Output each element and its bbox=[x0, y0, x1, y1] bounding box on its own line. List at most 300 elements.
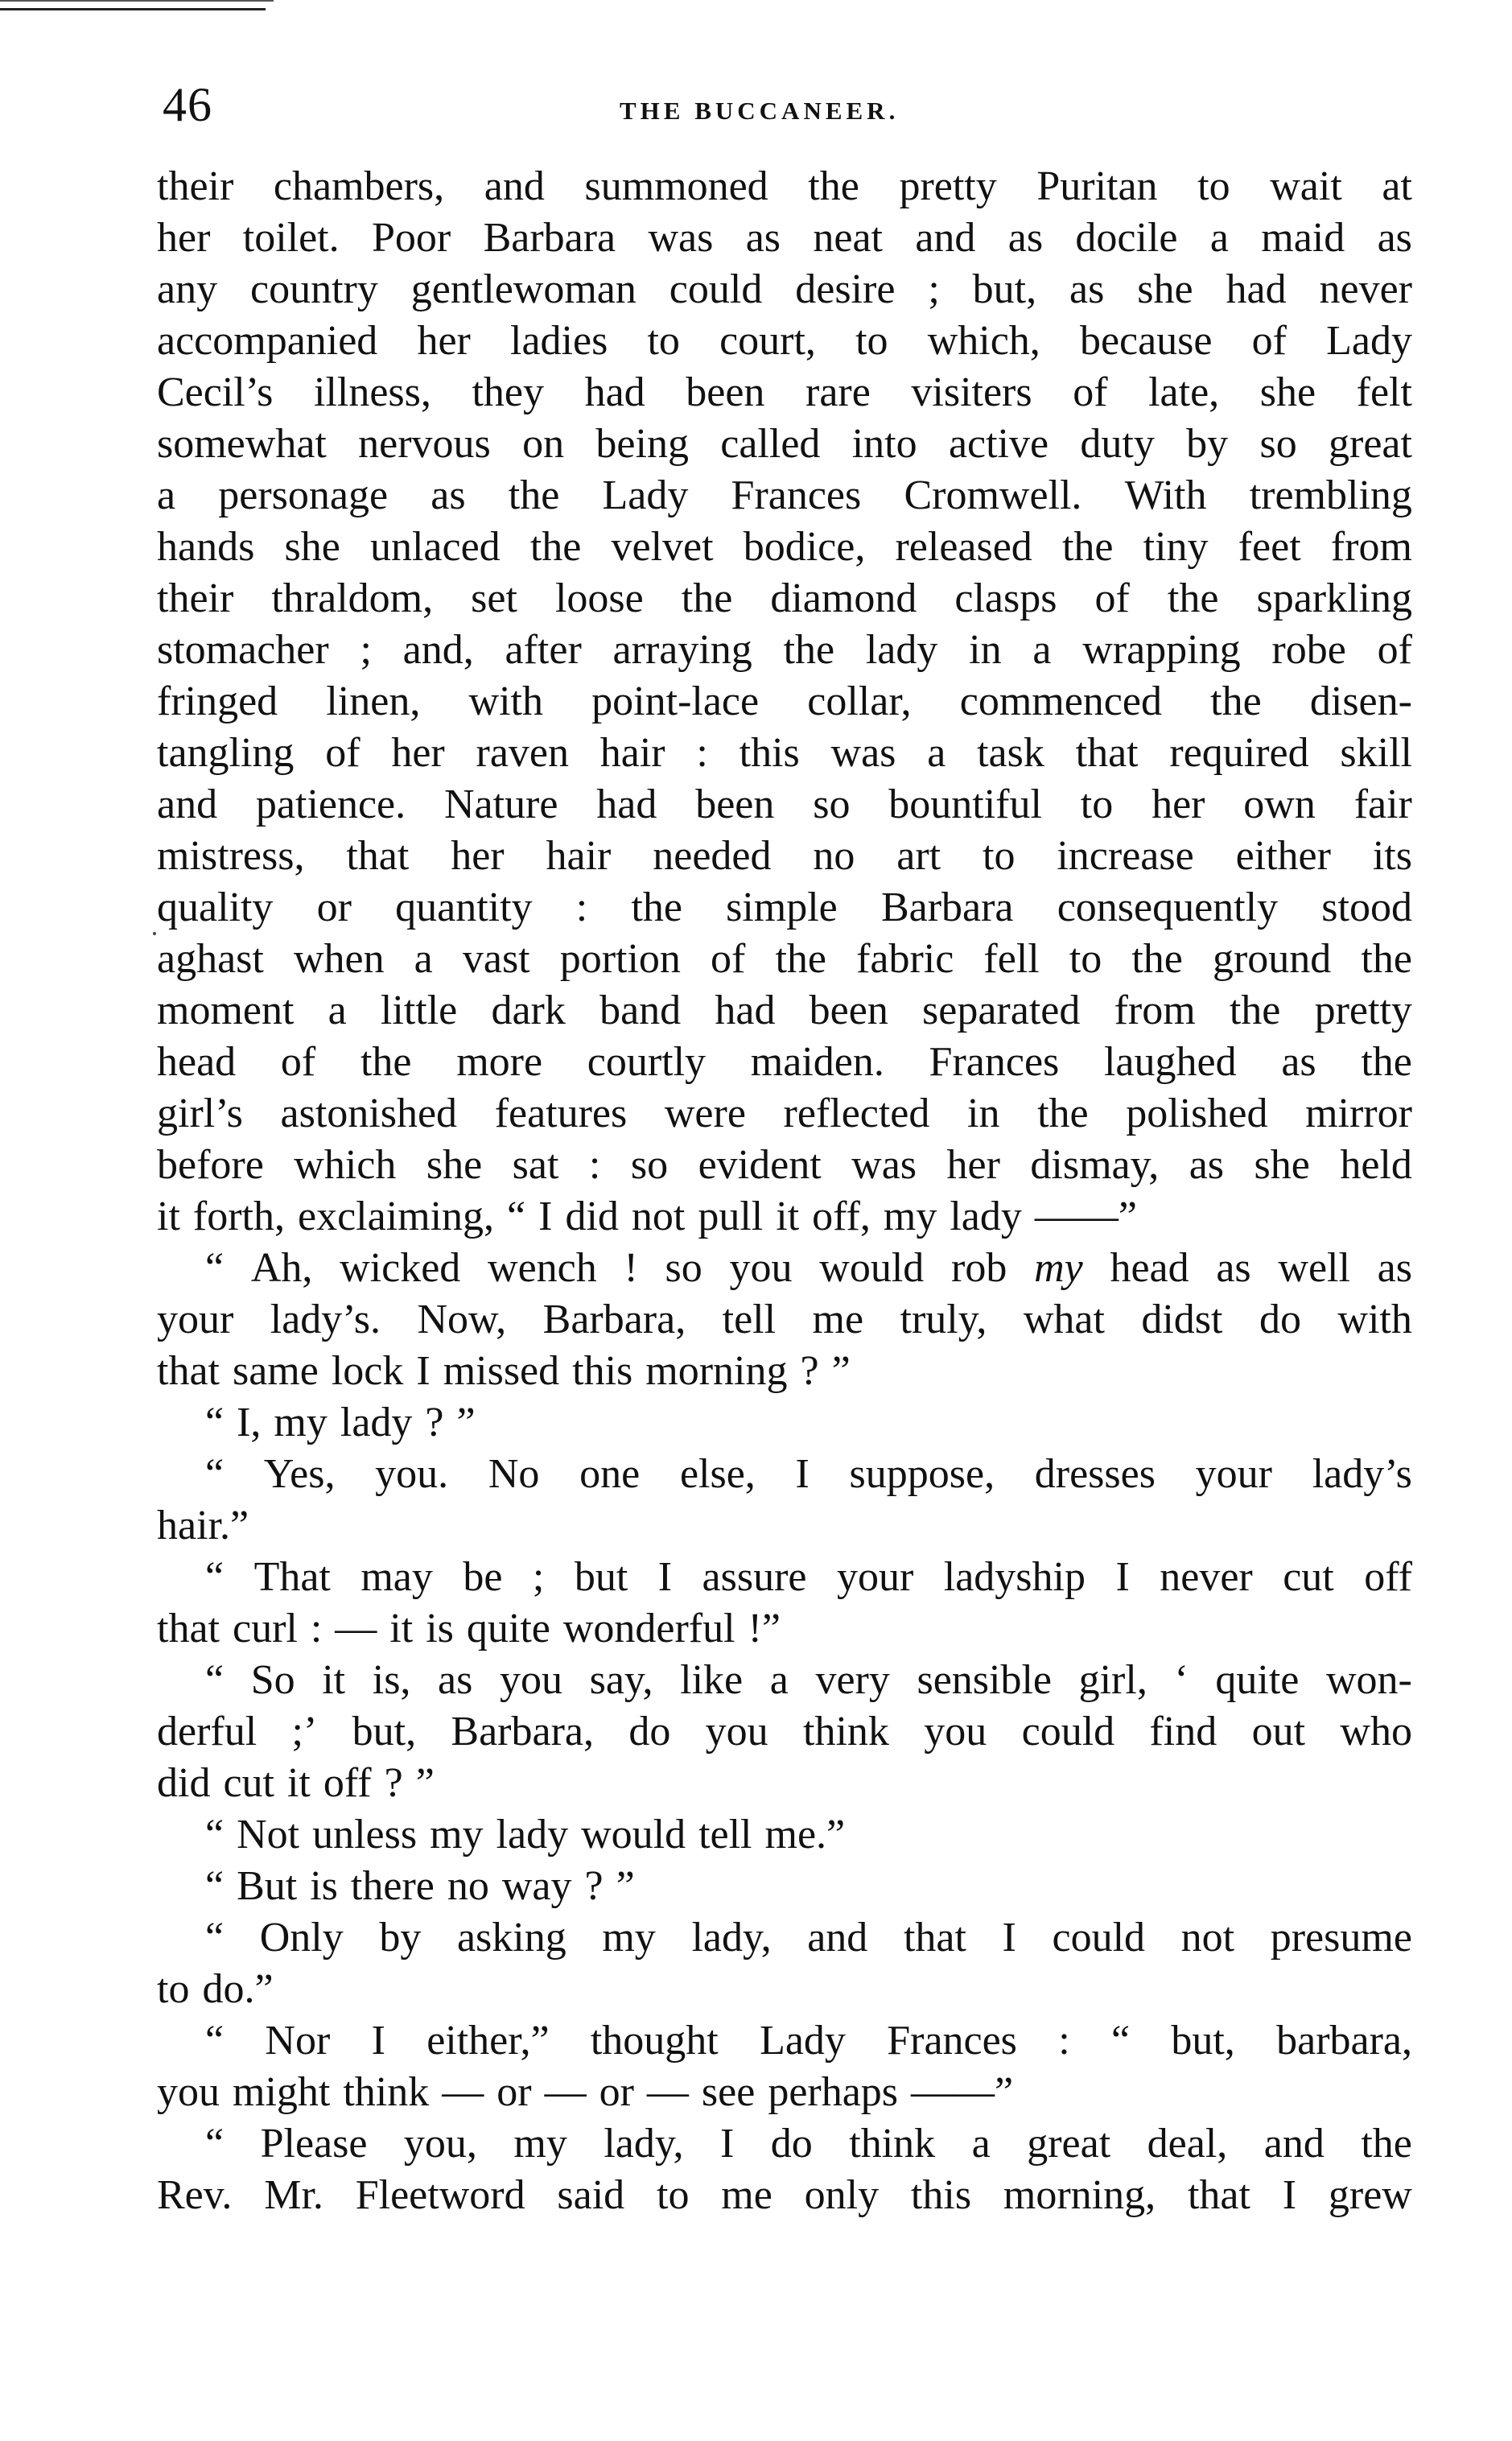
word: so bbox=[630, 1142, 669, 1188]
word: of bbox=[1073, 369, 1108, 415]
word: Frances bbox=[887, 2018, 1017, 2064]
word: I bbox=[657, 1554, 673, 1600]
word: evident bbox=[698, 1142, 822, 1188]
word: of bbox=[325, 730, 360, 776]
word: Lady bbox=[760, 2018, 846, 2064]
word: from bbox=[1114, 988, 1196, 1033]
word: linen, bbox=[326, 678, 421, 724]
word: to bbox=[1080, 781, 1114, 827]
word: a bbox=[769, 1657, 789, 1703]
word: hands bbox=[157, 524, 255, 570]
text-line bbox=[157, 470, 1412, 522]
word: but, bbox=[352, 1709, 417, 1754]
word: unless bbox=[312, 1812, 418, 1858]
word: tell bbox=[698, 1812, 752, 1858]
word: grew bbox=[1328, 2172, 1412, 2218]
word: is bbox=[310, 1863, 338, 1909]
text-line bbox=[157, 1449, 1412, 1500]
word: did bbox=[157, 1760, 211, 1806]
text-line bbox=[157, 625, 1412, 676]
word: that bbox=[1187, 2172, 1250, 2218]
word: robe bbox=[1271, 627, 1346, 673]
word: you bbox=[705, 1709, 768, 1754]
word: sensible bbox=[917, 1657, 1052, 1703]
word: mirror bbox=[1305, 1091, 1412, 1136]
word: either bbox=[1235, 833, 1331, 879]
word: to bbox=[1197, 163, 1230, 209]
word: hair.” bbox=[157, 1503, 249, 1548]
word: morning, bbox=[1003, 2172, 1156, 2218]
word: wonderful bbox=[562, 1606, 735, 1651]
word: : bbox=[588, 1142, 601, 1188]
word: like bbox=[680, 1657, 744, 1703]
word: and bbox=[157, 781, 218, 827]
word: and bbox=[1263, 2121, 1325, 2167]
text-line bbox=[157, 779, 1412, 831]
word: stomacher bbox=[157, 627, 329, 673]
word: the bbox=[1131, 936, 1183, 982]
word: the bbox=[1361, 1039, 1412, 1085]
word: reflected bbox=[783, 1091, 930, 1136]
word: her bbox=[157, 215, 211, 261]
word: been bbox=[686, 369, 765, 415]
word: no bbox=[447, 1863, 489, 1909]
word: ” bbox=[831, 1348, 851, 1394]
word: separated bbox=[922, 988, 1081, 1033]
word: commenced bbox=[959, 678, 1162, 724]
word: astonished bbox=[280, 1091, 458, 1136]
word: but, bbox=[972, 266, 1037, 312]
word: off bbox=[1364, 1554, 1412, 1600]
word: as bbox=[1007, 215, 1044, 261]
word: a bbox=[971, 2121, 991, 2167]
word: — bbox=[544, 2069, 587, 2115]
word: the bbox=[681, 575, 733, 621]
word: No bbox=[488, 1451, 540, 1497]
word: in bbox=[967, 1091, 1000, 1136]
word: hair bbox=[599, 730, 665, 776]
word: polished bbox=[1126, 1091, 1268, 1136]
word: head bbox=[1110, 1245, 1189, 1291]
text-line bbox=[157, 161, 1412, 212]
word: laughed bbox=[1103, 1039, 1237, 1085]
word: point-lace bbox=[591, 678, 760, 724]
word: as bbox=[745, 215, 781, 261]
word: raven bbox=[476, 730, 569, 776]
word: With bbox=[1124, 472, 1207, 518]
word: not bbox=[631, 1194, 686, 1239]
word: dismay, bbox=[1030, 1142, 1160, 1188]
word: as bbox=[1069, 266, 1105, 312]
word: gentlewoman bbox=[410, 266, 637, 312]
word: great bbox=[1329, 421, 1412, 467]
word: stood bbox=[1321, 884, 1412, 930]
word: tiny bbox=[1143, 524, 1209, 570]
word: chambers, bbox=[273, 163, 445, 209]
word: loose bbox=[554, 575, 644, 621]
word: late, bbox=[1148, 369, 1220, 415]
word: been bbox=[695, 781, 775, 827]
word: that bbox=[157, 1348, 220, 1394]
word: ;’ bbox=[291, 1709, 318, 1754]
word: never bbox=[1319, 266, 1412, 312]
word: may bbox=[360, 1554, 433, 1600]
text-line bbox=[157, 264, 1412, 315]
word: had bbox=[1226, 266, 1287, 312]
word: ? bbox=[584, 1863, 604, 1909]
word: it bbox=[776, 1194, 800, 1239]
word: Cromwell. bbox=[904, 472, 1082, 518]
text-line bbox=[157, 1140, 1412, 1191]
word: had bbox=[584, 369, 645, 415]
word: missed bbox=[443, 1348, 560, 1394]
word: before bbox=[157, 1142, 264, 1188]
word: her bbox=[391, 730, 445, 776]
word: pull bbox=[698, 1194, 764, 1239]
word: the bbox=[1361, 936, 1412, 982]
word: because bbox=[1079, 318, 1213, 364]
word: me bbox=[812, 1297, 864, 1342]
word: disen- bbox=[1309, 678, 1412, 724]
word: consequently bbox=[1057, 884, 1279, 930]
word: me.” bbox=[764, 1812, 846, 1858]
word: to bbox=[157, 1966, 190, 2012]
word: she bbox=[1254, 1142, 1310, 1188]
word: any bbox=[157, 266, 218, 312]
word: that bbox=[157, 1606, 220, 1651]
word: by bbox=[1186, 421, 1229, 467]
word: I bbox=[416, 1348, 431, 1394]
word: had bbox=[715, 988, 776, 1033]
word: derful bbox=[157, 1709, 257, 1754]
word: pretty bbox=[1314, 988, 1412, 1033]
page-header bbox=[0, 72, 1512, 145]
text-line bbox=[157, 1706, 1412, 1758]
word: pretty bbox=[899, 163, 997, 209]
word: to bbox=[855, 318, 888, 364]
word: she bbox=[1259, 369, 1316, 415]
word: toilet. bbox=[242, 215, 340, 261]
text-line bbox=[157, 1243, 1412, 1294]
word: asking bbox=[456, 1915, 566, 1961]
word: the bbox=[360, 1039, 412, 1085]
word: thought bbox=[590, 2018, 719, 2064]
word: my bbox=[513, 2121, 567, 2167]
word: of bbox=[280, 1039, 316, 1085]
word: quality bbox=[157, 884, 274, 930]
word: Cecil’s bbox=[157, 369, 274, 415]
word: did bbox=[565, 1194, 619, 1239]
word: “ bbox=[205, 1245, 225, 1291]
text-line bbox=[157, 1037, 1412, 1088]
word: say, bbox=[589, 1657, 653, 1703]
text-line bbox=[157, 1088, 1412, 1140]
word: what bbox=[1023, 1297, 1105, 1342]
word: diamond bbox=[770, 575, 917, 621]
word: well bbox=[1278, 1245, 1350, 1291]
word: “ bbox=[205, 1863, 225, 1909]
text-line bbox=[157, 1912, 1412, 1964]
text-line bbox=[157, 728, 1412, 779]
word: I bbox=[538, 1194, 553, 1239]
top-rule-thin bbox=[0, 0, 274, 2]
word: your bbox=[1195, 1451, 1272, 1497]
word: maiden. bbox=[750, 1039, 884, 1085]
word: lady’s bbox=[1312, 1451, 1412, 1497]
word: cut bbox=[1283, 1554, 1334, 1600]
word: tangling bbox=[157, 730, 295, 776]
word: bountiful bbox=[888, 781, 1042, 827]
word: head bbox=[157, 1039, 237, 1085]
word: country bbox=[250, 266, 378, 312]
word: the bbox=[1229, 988, 1281, 1033]
word: increase bbox=[1057, 833, 1194, 879]
word: so bbox=[1259, 421, 1297, 467]
word: or bbox=[316, 884, 352, 930]
word: as bbox=[1281, 1039, 1316, 1085]
word: me bbox=[721, 2172, 772, 2218]
word: a bbox=[157, 472, 176, 518]
word: lock bbox=[331, 1348, 404, 1394]
word: court, bbox=[719, 318, 816, 364]
word: which, bbox=[927, 318, 1040, 364]
word: Barbara, bbox=[542, 1297, 686, 1342]
word: never bbox=[1160, 1554, 1253, 1600]
word: accompanied bbox=[157, 318, 378, 364]
word: so bbox=[813, 781, 851, 827]
word: by bbox=[379, 1915, 422, 1961]
word: lady bbox=[865, 627, 938, 673]
text-line bbox=[157, 1500, 1412, 1552]
word: the bbox=[529, 524, 582, 570]
word: the bbox=[508, 472, 560, 518]
word: “ bbox=[205, 1451, 225, 1497]
word: the bbox=[783, 627, 835, 673]
word: her bbox=[946, 1142, 1000, 1188]
text-line bbox=[157, 1655, 1412, 1706]
word: So bbox=[250, 1657, 295, 1703]
word: after bbox=[505, 627, 582, 673]
word: “ bbox=[205, 1400, 225, 1445]
word: didst bbox=[1141, 1297, 1223, 1342]
word: ladyship bbox=[943, 1554, 1086, 1600]
word: Lady bbox=[602, 472, 689, 518]
word: not bbox=[1180, 1915, 1235, 1961]
word: docile bbox=[1075, 215, 1178, 261]
word: else, bbox=[679, 1451, 756, 1497]
word: being bbox=[595, 421, 689, 467]
word: “ bbox=[205, 1657, 225, 1703]
word: was bbox=[830, 730, 896, 776]
word: presume bbox=[1270, 1915, 1412, 1961]
word: as bbox=[1377, 215, 1412, 261]
word: Please bbox=[260, 2121, 368, 2167]
word: it bbox=[389, 1606, 414, 1651]
text-line bbox=[157, 1294, 1412, 1346]
text-line bbox=[157, 2067, 1412, 2118]
word: perhaps bbox=[768, 2069, 899, 2115]
word: do.” bbox=[202, 1966, 274, 2012]
word: my bbox=[430, 1812, 484, 1858]
word: the bbox=[1361, 2121, 1412, 2167]
word: she bbox=[426, 1142, 483, 1188]
word: off, bbox=[812, 1194, 871, 1239]
word: personage bbox=[218, 472, 389, 518]
word: ; bbox=[532, 1554, 545, 1600]
word: wench bbox=[488, 1245, 597, 1291]
word: was bbox=[648, 215, 714, 261]
word: do bbox=[770, 2121, 813, 2167]
word: unlaced bbox=[369, 524, 501, 570]
word: lady bbox=[496, 1812, 569, 1858]
word: lady, bbox=[604, 2121, 684, 2167]
word: and bbox=[915, 215, 976, 261]
word: “ bbox=[1110, 2018, 1131, 2064]
word: ; bbox=[360, 627, 372, 673]
word: That bbox=[253, 1554, 331, 1600]
word: “ bbox=[205, 2121, 225, 2167]
word: to bbox=[983, 833, 1016, 879]
word: with bbox=[468, 678, 543, 724]
word: Fleetword bbox=[355, 2172, 525, 2218]
word: when bbox=[293, 936, 385, 982]
word: I bbox=[1115, 1554, 1130, 1600]
word: I bbox=[371, 2018, 385, 2064]
text-line bbox=[157, 934, 1412, 985]
word: ” bbox=[616, 1863, 635, 1909]
word: Yes, bbox=[263, 1451, 336, 1497]
word: was bbox=[851, 1142, 917, 1188]
word: said bbox=[557, 2172, 625, 2218]
word: moment bbox=[157, 988, 295, 1033]
word: could bbox=[1021, 1709, 1115, 1754]
word: But bbox=[237, 1863, 298, 1909]
word: ; bbox=[928, 266, 940, 312]
word: vast bbox=[462, 936, 530, 982]
word: courtly bbox=[587, 1039, 707, 1085]
word: fringed bbox=[157, 678, 278, 724]
word: neat bbox=[813, 215, 883, 261]
word: rob bbox=[951, 1245, 1007, 1291]
word: their bbox=[157, 575, 234, 621]
text-line bbox=[157, 315, 1412, 367]
word: see bbox=[701, 2069, 756, 2115]
word: — bbox=[646, 2069, 689, 2115]
word: velvet bbox=[611, 524, 714, 570]
text-line bbox=[157, 2170, 1412, 2221]
word: wait bbox=[1270, 163, 1342, 209]
word: my bbox=[602, 1915, 656, 1961]
word: feet bbox=[1238, 524, 1301, 570]
word: think bbox=[803, 1709, 889, 1754]
word: wrapping bbox=[1082, 627, 1241, 673]
word: “ bbox=[205, 1812, 225, 1858]
word: a bbox=[1032, 627, 1052, 673]
word: great bbox=[1027, 2121, 1111, 2167]
word: rare bbox=[805, 369, 871, 415]
word: with bbox=[1337, 1297, 1412, 1342]
word: Rev. bbox=[157, 2172, 233, 2218]
top-rule bbox=[0, 8, 266, 10]
word: I bbox=[1282, 2172, 1297, 2218]
word: !” bbox=[748, 1606, 781, 1651]
word: a bbox=[1209, 215, 1229, 261]
word: — bbox=[442, 2069, 484, 2115]
word: assure bbox=[702, 1554, 807, 1600]
word: cut bbox=[223, 1760, 274, 1806]
word: quite bbox=[466, 1606, 550, 1651]
word: off bbox=[323, 1760, 372, 1806]
word: Only bbox=[259, 1915, 344, 1961]
word: one bbox=[579, 1451, 641, 1497]
text-line bbox=[157, 2015, 1412, 2067]
word: suppose, bbox=[849, 1451, 995, 1497]
text-line bbox=[157, 1809, 1412, 1861]
word: think bbox=[849, 2121, 936, 2167]
text-line bbox=[157, 1191, 1412, 1243]
word: is, bbox=[372, 1657, 411, 1703]
word: to bbox=[1069, 936, 1102, 982]
word: but, bbox=[1171, 2018, 1235, 2064]
word: as bbox=[1189, 1142, 1225, 1188]
word: lady’s. bbox=[270, 1297, 381, 1342]
word: Puritan bbox=[1036, 163, 1158, 209]
word: dresses bbox=[1034, 1451, 1156, 1497]
word: the bbox=[1061, 524, 1114, 570]
text-line bbox=[157, 1397, 1412, 1449]
word: Poor bbox=[371, 215, 451, 261]
word: could bbox=[1052, 1915, 1146, 1961]
word: only bbox=[804, 2172, 880, 2218]
word: tell bbox=[722, 1297, 777, 1342]
word: do bbox=[1259, 1297, 1301, 1342]
word: truly, bbox=[900, 1297, 987, 1342]
word: you bbox=[157, 2069, 220, 2115]
word: to bbox=[657, 2172, 690, 2218]
word: the bbox=[1210, 678, 1262, 724]
word: Frances bbox=[929, 1039, 1060, 1085]
print-speck bbox=[153, 932, 156, 935]
word: portion bbox=[559, 936, 681, 982]
word: ——” bbox=[911, 2069, 1014, 2115]
word: its bbox=[1372, 833, 1412, 879]
word: way bbox=[501, 1863, 572, 1909]
word: fell bbox=[983, 936, 1040, 982]
word: this bbox=[910, 2172, 972, 2218]
word: lady bbox=[950, 1194, 1022, 1239]
word: won- bbox=[1325, 1657, 1412, 1703]
text-line bbox=[157, 676, 1412, 728]
word: I bbox=[719, 2121, 735, 2167]
word: deal, bbox=[1147, 2121, 1228, 2167]
word: I bbox=[1002, 1915, 1016, 1961]
text-line bbox=[157, 367, 1412, 419]
word: could bbox=[669, 266, 763, 312]
word: quantity bbox=[395, 884, 533, 930]
word: at bbox=[1382, 163, 1412, 209]
word: “ bbox=[205, 2018, 225, 2064]
word: Nature bbox=[443, 781, 558, 827]
word: summoned bbox=[584, 163, 768, 209]
word: that bbox=[1075, 730, 1139, 776]
word: been bbox=[809, 988, 888, 1033]
word: had bbox=[596, 781, 657, 827]
text-line bbox=[157, 1861, 1412, 1912]
word: or bbox=[496, 2069, 532, 2115]
word: her bbox=[451, 833, 505, 879]
word: that bbox=[346, 833, 410, 879]
word: your bbox=[836, 1554, 914, 1600]
